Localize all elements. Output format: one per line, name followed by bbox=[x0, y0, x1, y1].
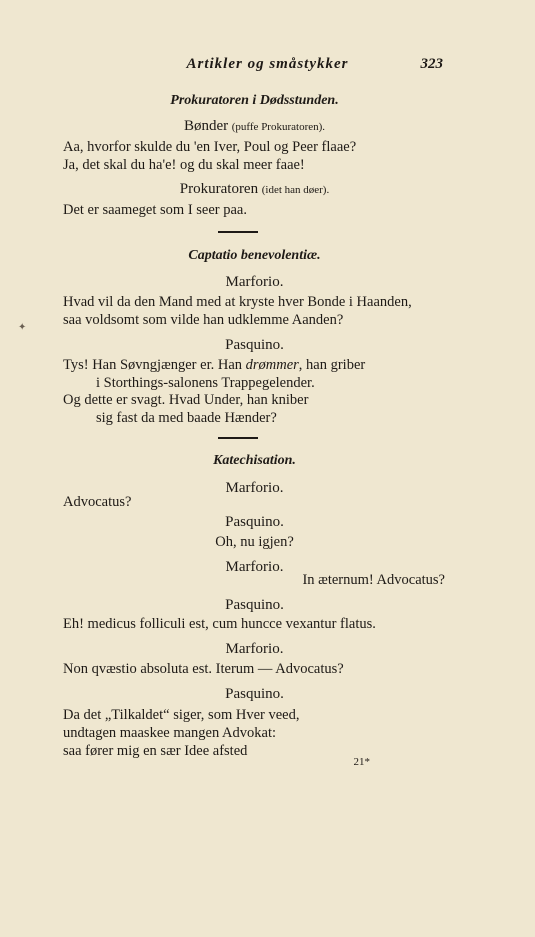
signature-mark: 21* bbox=[353, 756, 370, 768]
speaker-name: Marforio. bbox=[225, 480, 284, 496]
verse-line: Non qvæstio absoluta est. Iterum — Advocatus? bbox=[63, 661, 344, 677]
page-header bbox=[0, 56, 535, 78]
verse-line: Aa, hvorfor skulde du 'en Iver, Poul og Peer flaae? bbox=[63, 139, 357, 155]
speaker-line bbox=[63, 180, 446, 199]
speaker-name: Pasquino. bbox=[225, 597, 284, 613]
verse-line bbox=[63, 356, 365, 374]
verse-line: saa fører mig en sær Idee afsted bbox=[63, 743, 248, 759]
section-divider bbox=[218, 231, 258, 233]
speaker-name: Bønder bbox=[183, 118, 229, 134]
verse-line: saa voldsomt som vilde han udklemme Aanden? bbox=[63, 312, 344, 328]
verse-line: Ja, det skal du ha'e! og du skal meer faae! bbox=[63, 157, 305, 173]
verse-text: , han griber bbox=[298, 357, 366, 373]
verse-line: i Storthings-salonens Trappegelender. bbox=[96, 375, 315, 391]
speaker-name: Marforio. bbox=[225, 559, 284, 575]
verse-line: sig fast da med baade Hænder? bbox=[96, 410, 277, 426]
section-title-prokuratoren: Prokuratoren i Dødsstunden. bbox=[170, 93, 339, 108]
stage-direction: (idet han døer). bbox=[261, 184, 330, 196]
verse-line: Eh! medicus folliculi est, cum huncce vexantur flatus. bbox=[63, 616, 376, 632]
verse-emphasis: drømmer bbox=[245, 357, 299, 373]
margin-mark: ✦ bbox=[18, 322, 27, 333]
verse-line: Da det „Tilkaldet“ siger, som Hver veed, bbox=[63, 707, 300, 723]
verse-line: undtagen maaskee mangen Advokat: bbox=[63, 725, 277, 741]
verse-line: Det er saameget som I seer paa. bbox=[63, 202, 247, 218]
speaker-line bbox=[63, 117, 446, 136]
section-divider bbox=[218, 437, 258, 439]
speaker-name: Pasquino. bbox=[225, 686, 284, 702]
section-title-captatio: Captatio benevolentiæ. bbox=[188, 248, 321, 263]
verse-line: In æternum! Advocatus? bbox=[302, 572, 445, 588]
running-title: Artikler og småstykker bbox=[186, 56, 349, 72]
speaker-name: Prokuratoren bbox=[179, 181, 259, 197]
speaker-name: Pasquino. bbox=[225, 514, 284, 530]
verse-line: Oh, nu igjen? bbox=[215, 534, 294, 550]
verse-line: Og dette er svagt. Hvad Under, han kniber bbox=[63, 392, 309, 408]
verse-line: Advocatus? bbox=[63, 494, 132, 510]
speaker-name: Pasquino. bbox=[225, 337, 284, 353]
speaker-name: Marforio. bbox=[225, 641, 284, 657]
page-number: 323 bbox=[420, 56, 443, 72]
verse-text: Tys! Han Søvngjænger er. Han bbox=[63, 357, 246, 373]
stage-direction: (puffe Prokuratoren). bbox=[231, 121, 326, 133]
speaker-name: Marforio. bbox=[225, 274, 284, 290]
verse-line: Hvad vil da den Mand med at kryste hver Bonde i Haanden, bbox=[63, 294, 412, 310]
section-title-katechisation: Katechisation. bbox=[213, 453, 296, 468]
